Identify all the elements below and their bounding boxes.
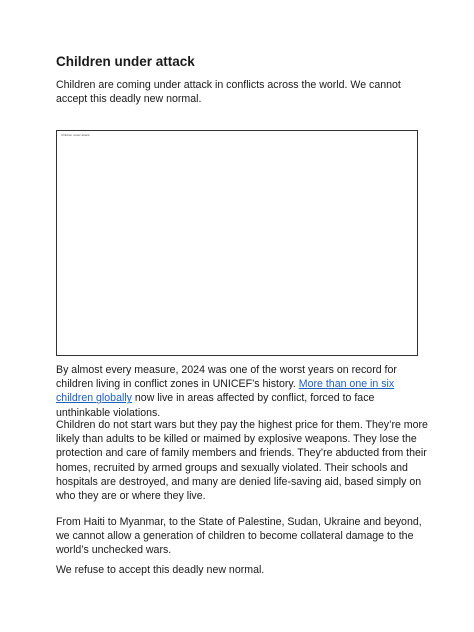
children-globally-link[interactable]: More than one in six children globally bbox=[56, 378, 395, 405]
paragraph-conflict-stats bbox=[56, 363, 428, 420]
paragraph-collateral-damage: From Haiti to Myanmar, to the State of Palestine, Sudan, Ukraine and beyond, we cannot allow a generation of children to become collateral damage to the world’s unchecked wars. bbox=[56, 516, 422, 557]
paragraph-highest-price: Children do not start wars but they pay the highest price for them. They’re more likely than adults to be killed or maimed by explosive weapons. They lose the protection and care of family members and friends. They’re abducted from their homes, recruited by armed groups and sexually violated. Their schools and hospitals are destroyed, and many are denied life-saving aid, based simply on who they are or where they live. bbox=[56, 419, 428, 503]
paragraph-text: now live in areas affected by conflict, forced to face unthinkable violations. bbox=[56, 392, 375, 419]
embedded-media-caption: Children under attack bbox=[61, 133, 90, 137]
embedded-media-frame[interactable] bbox=[56, 130, 418, 356]
paragraph-refuse: We refuse to accept this deadly new normal. bbox=[56, 564, 265, 576]
intro-paragraph: Children are coming under attack in conflicts across the world. We cannot accept this deadly new normal. bbox=[56, 79, 401, 106]
document-title: Children under attack bbox=[56, 54, 195, 69]
paragraph-text: By almost every measure, 2024 was one of the worst years on record for children living in conflict zones in UNICEF’s history. bbox=[56, 364, 397, 391]
